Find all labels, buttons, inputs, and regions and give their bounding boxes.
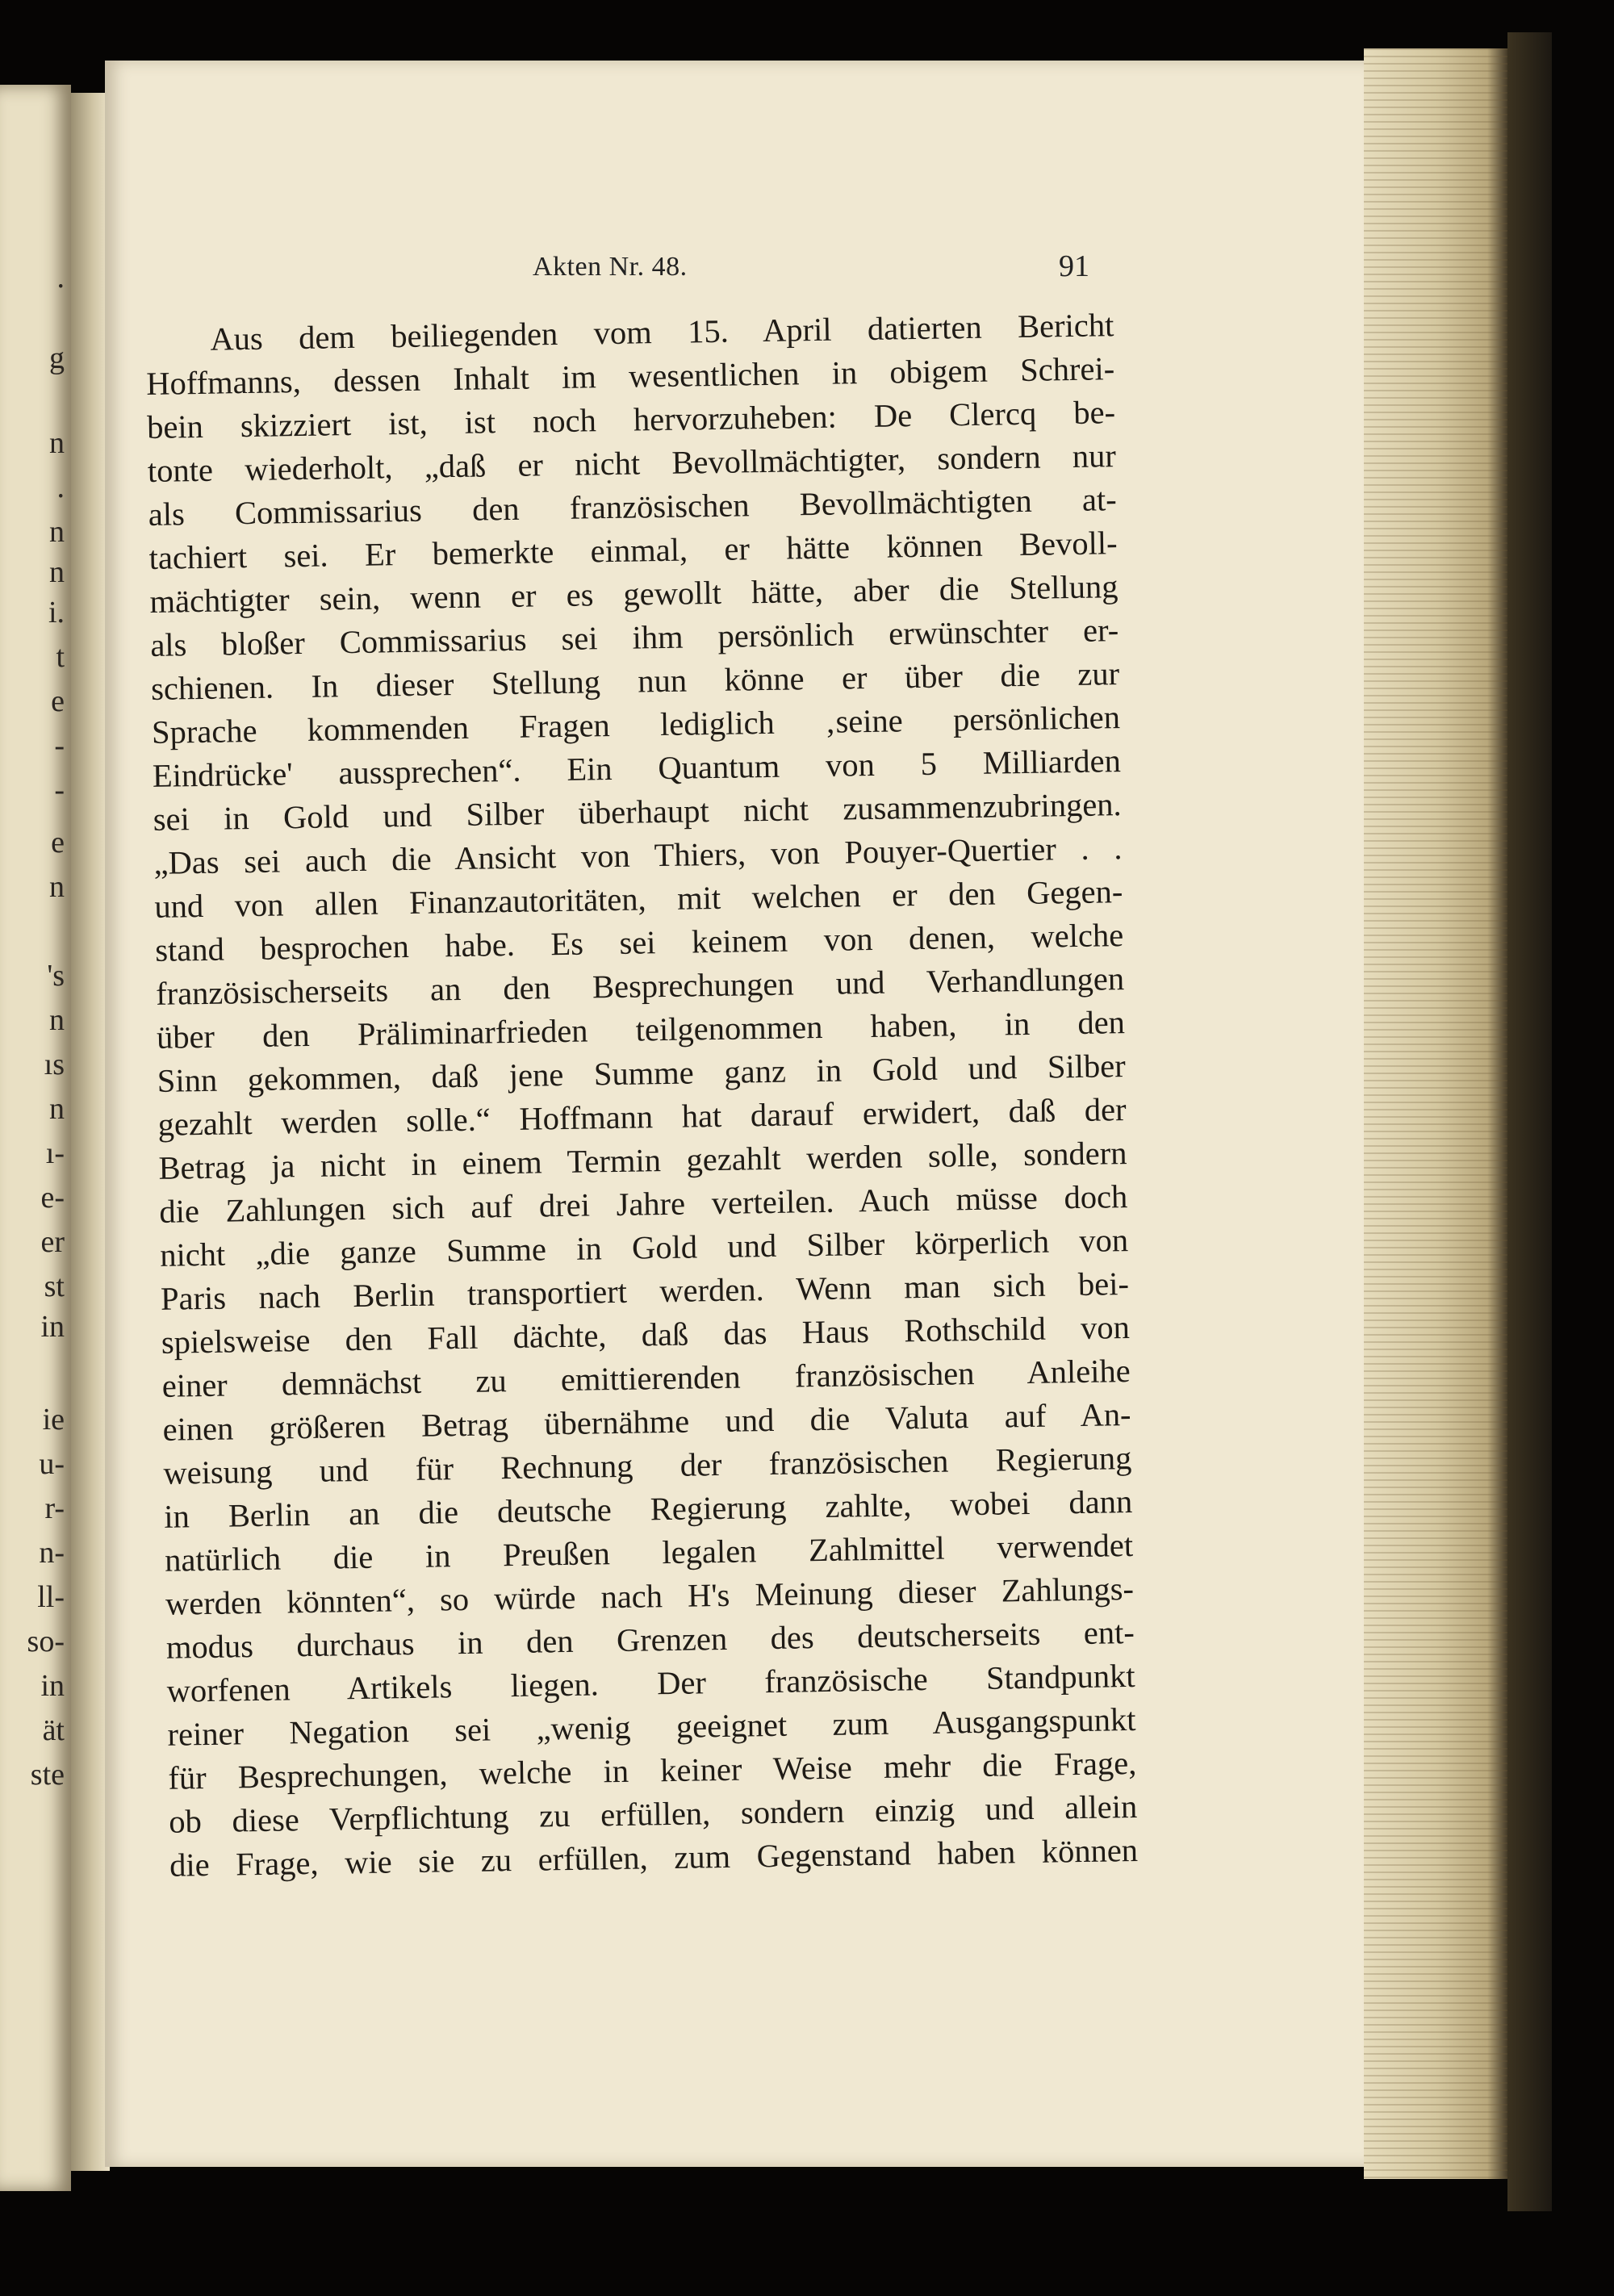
left-page-fragment: n	[49, 870, 65, 904]
text-line: Aus dem beiliegenden vom 15. April datierten Bericht	[210, 307, 1114, 358]
left-page-fragment: -	[54, 729, 65, 763]
text-line: modus durchaus in den Grenzen des deutscherseits ent-	[165, 1613, 1135, 1666]
text-line: weisung und für Rechnung der französischen Regierung	[163, 1439, 1132, 1491]
left-page-fragment: e	[51, 826, 65, 859]
text-line: mächtigter sein, wenn er es gewollt hätte, aber die Stellung	[149, 568, 1119, 620]
text-line: als bloßer Commissarius sei ihm persönlich erwünschter er-	[150, 612, 1119, 663]
text-line: Betrag ja nicht in einem Termin gezahlt werden solle, sondern	[158, 1135, 1127, 1186]
text-line: tonte wiederholt, „daß er nicht Bevollmächtigter, sondern nur	[147, 437, 1117, 489]
text-line: worfenen Artikels liegen. Der französische Standpunkt	[166, 1657, 1135, 1709]
left-page-fragment: in	[40, 1310, 65, 1344]
left-page-fragment: ı-	[45, 1136, 65, 1170]
left-page-fragment: ät	[42, 1713, 65, 1747]
left-page-edge	[0, 85, 71, 2191]
left-page-fragment: ste	[30, 1758, 65, 1792]
text-line: schienen. In dieser Stellung nun könne er über die zur	[150, 655, 1120, 707]
left-page-fragment: n	[49, 555, 65, 589]
body-text	[145, 303, 1138, 1888]
text-line: französischerseits an den Besprechungen und Verhandlungen	[155, 960, 1125, 1012]
book-spine	[1507, 32, 1552, 2211]
text-line: in Berlin an die deutsche Regierung zahlte, wobei dann	[163, 1483, 1133, 1535]
text-line: bein skizziert ist, ist noch hervorzuheben: De Clercq be-	[146, 394, 1116, 445]
text-line: tachiert sei. Er bemerkte einmal, er hätte können Bevoll-	[148, 525, 1118, 576]
left-page-fragment: t	[56, 640, 65, 674]
text-line: über den Präliminarfrieden teilgenommen haben, in den	[156, 1004, 1126, 1056]
running-head: Akten Nr. 48.	[533, 252, 688, 282]
left-page-fragment: st	[44, 1269, 65, 1303]
left-page-fragment: n	[49, 1003, 65, 1037]
left-page-fragment: r-	[44, 1491, 65, 1525]
left-page-fragment: in	[40, 1669, 65, 1703]
text-line: einer demnächst zu emittierenden französischen Anleihe	[161, 1352, 1131, 1404]
text-line: nicht „die ganze Summe in Gold und Silber körperlich von	[159, 1222, 1129, 1273]
text-line: die Zahlungen sich auf drei Jahre verteilen. Auch müsse doch	[159, 1178, 1128, 1230]
text-line: reiner Negation sei „wenig geeignet zum Ausgangspunkt	[167, 1700, 1136, 1753]
left-page-fragment: .	[56, 261, 65, 295]
text-line: spielsweise den Fall dächte, daß das Haus Rothschild von	[161, 1308, 1131, 1361]
text-line: für Besprechungen, welche in keiner Weise mehr die Frage,	[168, 1744, 1137, 1796]
left-page-fragment: -	[54, 773, 65, 807]
text-line: Sprache kommenden Fragen lediglich ‚seine persönlichen	[151, 699, 1121, 751]
text-line: stand besprochen habe. Es sei keinem von denen, welche	[154, 917, 1124, 968]
text-line: sei in Gold und Silber überhaupt nicht zusammenzubringen.	[153, 786, 1122, 838]
text-line: einen größeren Betrag übernähme und die Valuta auf An-	[162, 1395, 1131, 1448]
left-page-fragment: so-	[27, 1625, 65, 1658]
page-number: 91	[1059, 249, 1089, 283]
left-page-fragment: n	[49, 426, 65, 460]
text-line: als Commissarius den französischen Bevollmächtigten at-	[148, 481, 1118, 533]
left-page-fragment: e	[51, 684, 65, 718]
left-page-fragment: e-	[40, 1181, 65, 1215]
text-line: „Das sei auch die Ansicht von Thiers, von Pouyer-Quertier . .	[153, 830, 1123, 881]
page-block-edge	[1364, 48, 1509, 2179]
text-line: ob diese Verpflichtung zu erfüllen, sondern einzig und allein	[168, 1788, 1138, 1840]
text-line: Eindrücke' aussprechen“. Ein Quantum von 5 Milliarden	[152, 742, 1122, 794]
text-line: natürlich die in Preußen legalen Zahlmittel verwendet	[164, 1526, 1134, 1579]
left-page-fragment: ie	[42, 1403, 65, 1437]
left-page-fragment: n-	[39, 1536, 65, 1570]
text-line: die Frage, wie sie zu erfüllen, zum Gegenstand haben können	[169, 1831, 1139, 1884]
left-page-fragment: g	[49, 341, 65, 375]
left-page-fragment: 's	[47, 959, 65, 993]
text-line: gezahlt werden solle.“ Hoffmann hat darauf erwidert, daß der	[157, 1091, 1127, 1143]
left-page-fragment: .	[56, 470, 65, 504]
left-page-fragment: u-	[39, 1447, 65, 1481]
text-line: Hoffmanns, dessen Inhalt im wesentlichen in obigem Schrei-	[145, 350, 1115, 402]
left-page-fragment: i.	[48, 596, 65, 629]
left-page-fragment: n	[49, 515, 65, 549]
book-gutter	[71, 93, 110, 2171]
left-page-fragment: ll-	[37, 1580, 65, 1614]
left-page-fragment: ıs	[44, 1048, 65, 1081]
left-page-fragment: er	[40, 1225, 65, 1259]
left-page-fragment: n	[49, 1092, 65, 1126]
text-line: Sinn gekommen, daß jene Summe ganz in Gold und Silber	[157, 1048, 1127, 1099]
text-line: werden könnten“, so würde nach H's Meinung dieser Zahlungs-	[165, 1570, 1135, 1622]
page-header	[533, 249, 1098, 292]
text-line: und von allen Finanzautoritäten, mit welchen er den Gegen-	[154, 873, 1123, 925]
text-line: Paris nach Berlin transportiert werden. Wenn man sich bei-	[160, 1265, 1130, 1317]
